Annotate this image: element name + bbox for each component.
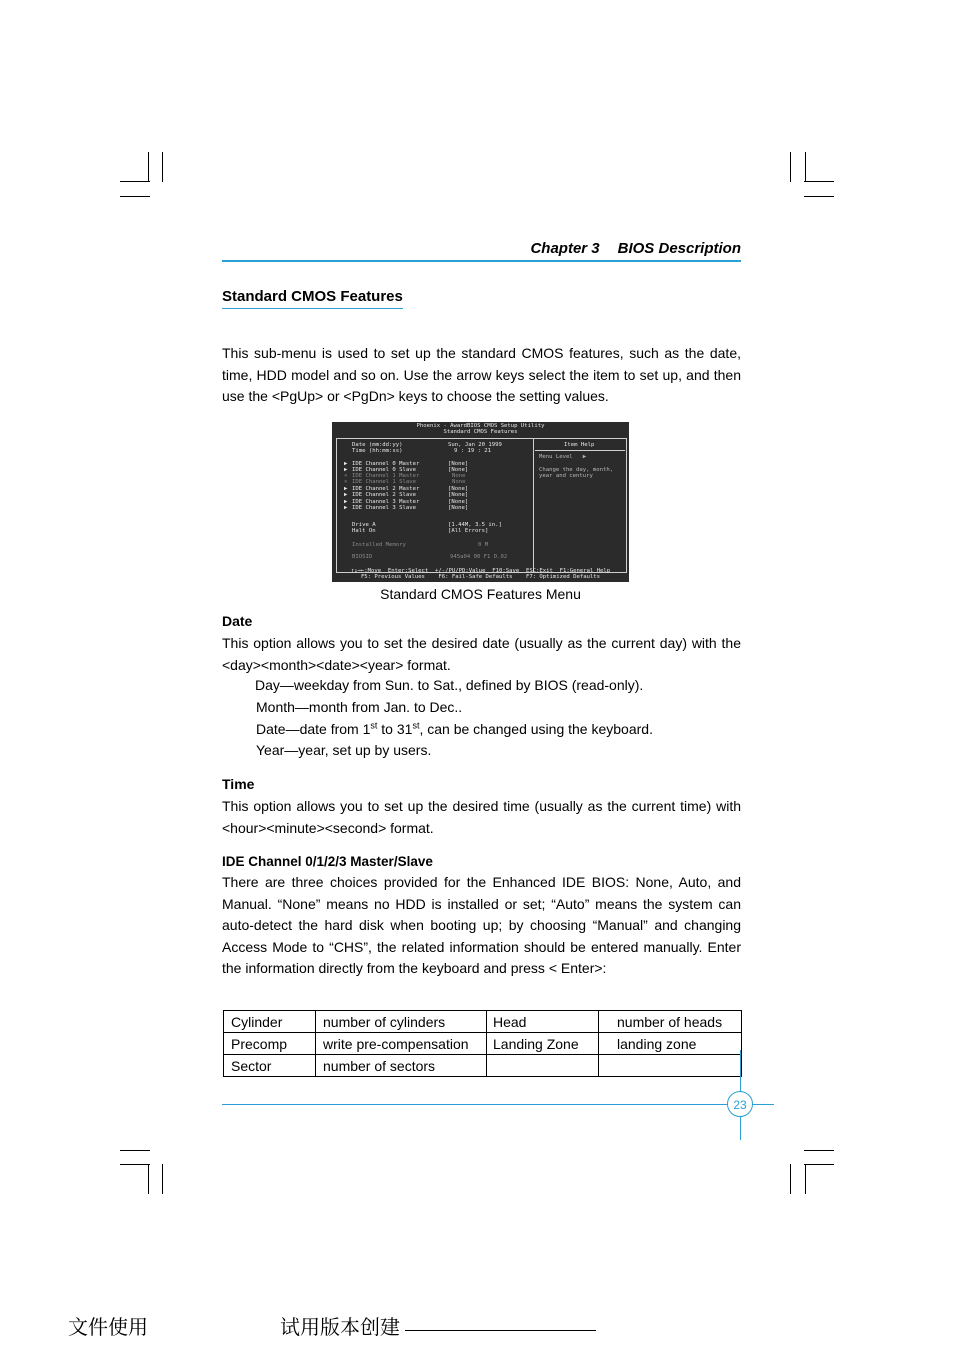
- section-title: Standard CMOS Features: [222, 288, 403, 309]
- bios-ide-label: IDE Channel 3 Master: [352, 499, 420, 505]
- bios-date-label: Date (mm:dd:yy): [352, 442, 403, 448]
- bios-ide-value: [None]: [448, 467, 469, 473]
- bios-ide-label: IDE Channel 1 Master: [352, 473, 420, 479]
- crop-mark: [804, 1164, 834, 1165]
- table-cell: number of cylinders: [316, 1011, 487, 1033]
- bios-help-rule: [535, 450, 625, 451]
- bios-ide-label: IDE Channel 3 Slave: [352, 505, 416, 511]
- bios-drive-a-value: [1.44M, 3.5 in.]: [448, 522, 502, 528]
- crop-mark: [805, 1164, 806, 1194]
- time-heading: Time: [222, 776, 255, 792]
- bios-footer-keys: ↑↓→←:Move Enter:Select +/-/PU/PD:Value F10:Save ESC:Exit F1:General Help: [350, 568, 611, 574]
- ide-parameter-table: [223, 1010, 742, 1077]
- table-cell: number of sectors: [316, 1055, 487, 1077]
- bios-help-title: Item Help: [564, 442, 595, 448]
- bios-title: Phoenix - AwardBIOS CMOS Setup Utility Standard CMOS Features: [416, 423, 545, 436]
- bios-drive-a-label: Drive A: [352, 522, 376, 528]
- table-cell: Landing Zone: [487, 1033, 599, 1055]
- bios-biosid-label: BIOSID: [352, 554, 373, 560]
- crop-mark: [120, 181, 150, 182]
- bios-halt-on-value: [All Errors]: [448, 528, 489, 534]
- table-cell: Precomp: [224, 1033, 316, 1055]
- crop-mark: [790, 152, 791, 182]
- intro-paragraph: This sub-menu is used to set up the standard CMOS features, such as the date, time, HDD model and so on. Use the arrow keys select the item to set up, and then use the <PgUp> or <PgDn> keys to choose the setting values.: [222, 345, 741, 405]
- crop-mark: [162, 1164, 163, 1194]
- crop-mark: [790, 1164, 791, 1194]
- watermark-left: 文件使用: [68, 1315, 148, 1339]
- table-row: [224, 1055, 742, 1077]
- table-cell: number of heads: [599, 1011, 742, 1033]
- table-cell: Cylinder: [224, 1011, 316, 1033]
- footer-rule: [222, 1104, 774, 1105]
- table-cell: [599, 1055, 742, 1077]
- bios-biosid-value: 945a04 00 F1 D.02: [450, 554, 508, 560]
- date-heading: Date: [222, 613, 253, 629]
- bios-ide-label: IDE Channel 1 Slave: [352, 479, 416, 485]
- bios-footer-keys: F5: Previous Values F6: Fail-Safe Defaults F7: Optimized Defaults: [360, 574, 601, 580]
- table-cell: Sector: [224, 1055, 316, 1077]
- bios-ide-value: [None]: [448, 486, 469, 492]
- bios-ide-label: IDE Channel 0 Slave: [352, 467, 416, 473]
- arrow-icon: ▶: [344, 505, 348, 511]
- watermark-underline: [405, 1330, 596, 1331]
- arrow-icon: ▶: [344, 486, 348, 492]
- arrow-icon: ▶: [344, 499, 348, 505]
- date-year-line: Year—year, set up by users.: [256, 742, 432, 758]
- header-rule: [222, 260, 741, 262]
- crop-mark: [120, 1164, 150, 1165]
- x-icon: ×: [344, 473, 348, 479]
- date-body: This option allows you to set the desired date (usually as the current day) with the <day><month><date><year> format.: [222, 635, 741, 673]
- bios-time-label: Time (hh:mm:ss): [352, 448, 403, 454]
- chapter-header: [222, 240, 741, 257]
- table-cell: landing zone: [599, 1033, 742, 1055]
- ide-body: There are three choices provided for the Enhanced IDE BIOS: None, Auto, and Manual. “None” means no HDD is installed or set; “Auto” means the system can auto-detect the hard disk when booting up; by choosing “Manual” and changing Access Mode to “CHS”, the related information should be entered manually. Enter the information directly from the keyboard and press < Enter>:: [222, 874, 741, 977]
- date-month-line: Month—month from Jan. to Dec..: [256, 699, 463, 715]
- bios-menu-level: Menu Level ▶: [539, 454, 587, 460]
- table-cell: write pre-compensation: [316, 1033, 487, 1055]
- bios-help-text: Change the day, month,: [539, 467, 614, 473]
- bios-ide-value: [None]: [448, 499, 469, 505]
- crop-mark: [162, 152, 163, 182]
- bios-help-text: year and century: [539, 473, 593, 479]
- bios-ide-value: [None]: [448, 505, 469, 511]
- watermark-right: 试用版本创建: [280, 1315, 400, 1339]
- bios-halt-on-label: Halt On: [352, 528, 376, 534]
- bios-ide-value: None: [452, 479, 466, 485]
- table-cell: Head: [487, 1011, 599, 1033]
- time-body: This option allows you to set up the desired time (usually as the current time) with <hour><minute><second> format.: [222, 798, 741, 836]
- arrow-icon: ▶: [344, 467, 348, 473]
- bios-screenshot: [332, 422, 629, 582]
- crop-mark: [804, 1150, 834, 1151]
- bios-memory-label: Installed Memory: [352, 542, 406, 548]
- bios-date-value: Sun, Jan 20 1999: [448, 442, 502, 448]
- bios-ide-label: IDE Channel 2 Slave: [352, 492, 416, 498]
- page-number: 23: [727, 1091, 753, 1117]
- crop-mark: [805, 152, 806, 182]
- ide-heading: IDE Channel 0/1/2/3 Master/Slave: [222, 854, 433, 869]
- bios-ide-value: [None]: [448, 461, 469, 467]
- figure-caption: Standard CMOS Features Menu: [380, 586, 581, 602]
- bios-time-value: 9 : 19 : 21: [454, 448, 492, 454]
- bios-ide-label: IDE Channel 0 Master: [352, 461, 420, 467]
- x-icon: ×: [344, 479, 348, 485]
- bios-memory-value: 0 M: [478, 542, 489, 548]
- chapter-title: BIOS Description: [617, 240, 741, 257]
- bios-ide-label: IDE Channel 2 Master: [352, 486, 420, 492]
- arrow-icon: ▶: [344, 492, 348, 498]
- crop-mark: [120, 1150, 150, 1151]
- date-date-line: Date—date from 1st to 31st, can be changed using the keyboard.: [256, 720, 653, 737]
- date-day-line: Day—weekday from Sun. to Sat., defined by BIOS (read-only).: [255, 677, 644, 693]
- bios-ide-value: [None]: [448, 492, 469, 498]
- crop-mark: [148, 1164, 149, 1194]
- crop-mark: [120, 196, 150, 197]
- bios-ide-value: None: [452, 473, 466, 479]
- chapter-label: Chapter 3: [530, 240, 600, 257]
- crop-mark: [804, 196, 834, 197]
- table-row: [224, 1033, 742, 1055]
- table-row: [224, 1011, 742, 1033]
- arrow-icon: ▶: [344, 461, 348, 467]
- table-cell: [487, 1055, 599, 1077]
- crop-mark: [804, 181, 834, 182]
- bios-divider: [533, 438, 534, 573]
- crop-mark: [148, 152, 149, 182]
